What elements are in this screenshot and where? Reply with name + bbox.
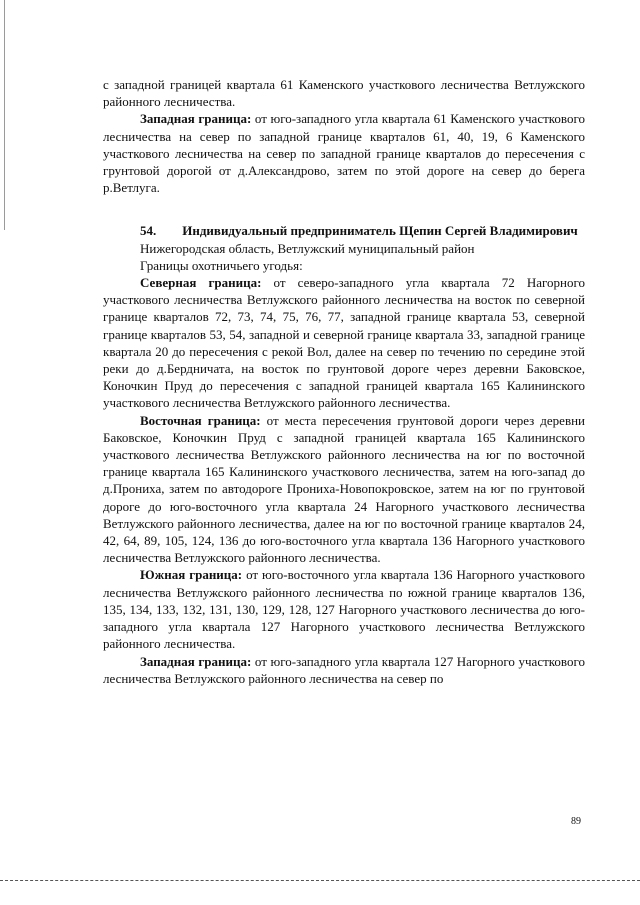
east-border-text: от места пересечения грунтовой дороги через деревни Баковское, Коночкин Пруд с западной границей квартала 165 Калининского участкового лесничества Ветлужского районного лесничества на юг по восточной границе квартала 165 Калининского участкового лесничества, затем на юго-запад до д.Прониха, затем по автодороге Прониха-Новопокровское, затем на юг по грунтовой дороге до юго-восточного угла квартала 24 Нагорного участкового лесничества Ветлужского районного лесничества, далее на юг по восточной границе кварталов 24, 42, 64, 89, 105, 124, 136 до юго-восточного угла квартала 136 Нагорного участкового лесничества Ветлужского районного лесничества. <box>103 412 586 566</box>
section-title: Индивидуальный предприниматель Щепин Сергей Владимирович <box>182 223 578 239</box>
bottom-scan-line <box>0 880 640 882</box>
west-border-label: Западная граница: <box>140 111 252 127</box>
north-border-label: Северная граница: <box>140 275 262 291</box>
page-number: 89 <box>571 816 581 827</box>
paragraph-west-border-2 <box>103 653 585 687</box>
left-margin-line <box>4 0 5 230</box>
west-border-text-2: от юго-западного угла квартала 127 Нагорного участкового лесничества Ветлужского районного лесничества на север по <box>103 653 585 686</box>
west-border-label-2: Западная граница: <box>140 653 252 669</box>
paragraph-west-border-1 <box>103 110 585 196</box>
borders-intro: Границы охотничьего угодья: <box>140 257 303 273</box>
document-body <box>103 76 585 687</box>
paragraph-east-border <box>103 412 585 567</box>
east-border-label: Восточная граница: <box>140 412 261 428</box>
west-border-text: от юго-западного угла квартала 61 Каменского участкового лесничества на север по западной границе кварталов 61, 40, 19, 6 Каменского участкового лесничества на север по западной границе кварталов до пересечения с грунтовой дорогой от д.Александрово, затем по этой дороге на север до берега р.Ветлуга. <box>103 111 585 196</box>
south-border-label: Южная граница: <box>140 567 243 583</box>
region-line: Нижегородская область, Ветлужский муниципальный район <box>140 240 475 256</box>
north-border-text: от северо-западного угла квартала 72 Нагорного участкового лесничества Ветлужского районного лесничества на восток по северной границе кварталов 72, 73, 74, 75, 76, 77, западной границе квартала 53, северной границе кварталов 53, 54, западной и северной границе квартала 33, западной границе квартала 20 до пересечения с рекой Вол, далее на север по течению по середине этой реки до д.Бердничата, на восток по грунтовой дороге через деревни Баковское, Коночкин Пруд до пересечения с западной границей квартала 165 Калининского участкового лесничества Ветлужского районного лесничества. <box>103 275 585 411</box>
south-border-text: от юго-восточного угла квартала 136 Нагорного участкового лесничества Ветлужского районного лесничества по южной границе кварталов 136, 135, 134, 133, 132, 131, 130, 129, 128, 127 Нагорного участкового лесничества до юго-западного угла квартала 127 Нагорного участкового лесничества Ветлужского районного лесничества. <box>103 567 585 652</box>
section-heading <box>103 222 585 239</box>
paragraph-north-border <box>103 274 585 412</box>
section-number: 54. <box>140 223 157 239</box>
paragraph-south-border <box>103 566 585 652</box>
paragraph-continuation: с западной границей квартала 61 Каменского участкового лесничества Ветлужского районного лесничества. <box>103 77 585 110</box>
